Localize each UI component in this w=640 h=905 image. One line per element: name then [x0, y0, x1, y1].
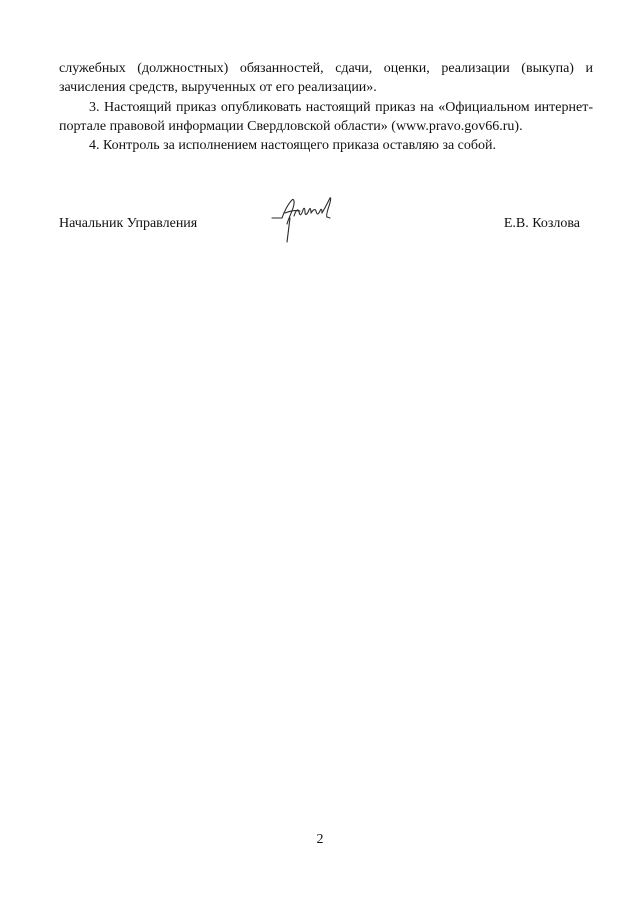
paragraph-continuation: служебных (должностных) обязанностей, сдачи, оценки, реализации (выкупа) и зачисления средств, вырученных от его реализации». — [59, 61, 593, 96]
signatory-name: Е.В. Козлова — [503, 216, 580, 231]
paragraph-item-4: 4. Контроль за исполнением настоящего приказа оставляю за собой. — [89, 138, 497, 154]
page-number: 2 — [316, 832, 324, 847]
handwritten-signature-icon — [270, 194, 350, 252]
signature-block — [59, 214, 580, 254]
document-body — [59, 59, 593, 155]
paragraph-item-3: 3. Настоящий приказ опубликовать настоящий приказ на «Официальном интернет-портале правовой информации Свердловской области» (www.pravo.gov66.ru). — [59, 99, 593, 134]
signatory-position: Начальник Управления — [59, 216, 198, 231]
